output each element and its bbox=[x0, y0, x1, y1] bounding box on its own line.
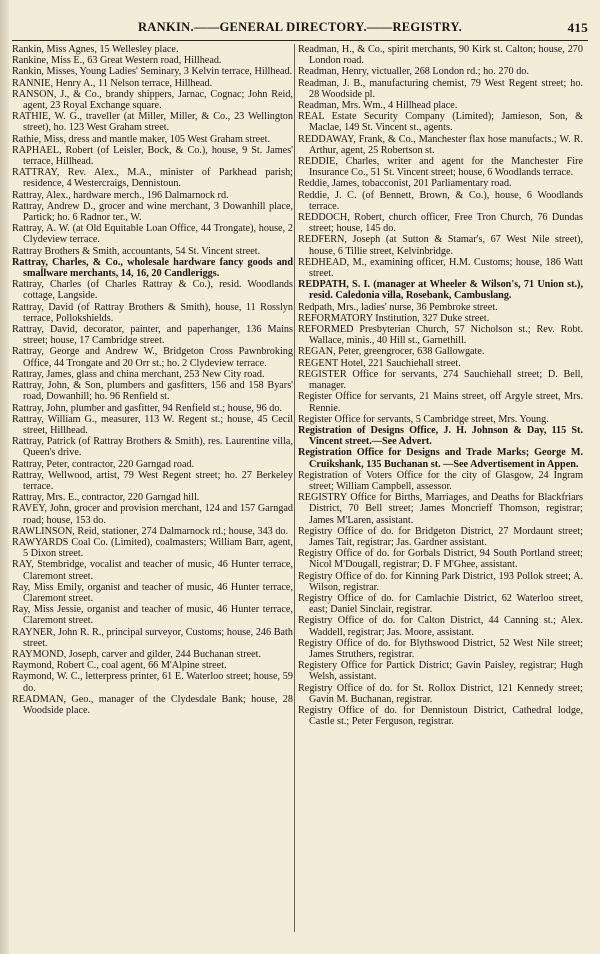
directory-entry: REDPATH, S. I. (manager at Wheeler & Wilson's, 71 Union st.), resid. Caledonia villa, Rosebank, Cambuslang. bbox=[298, 279, 583, 302]
page-header bbox=[12, 20, 588, 38]
directory-entry: Rattray, Wellwood, artist, 79 West Regent street; ho. 27 Berkeley terrace. bbox=[12, 469, 293, 492]
directory-entry: Readman, J. B., manufacturing chemist, 79 West Regent street; ho. 28 Woodside pl. bbox=[298, 77, 583, 100]
directory-entry: Rattray, John, & Son, plumbers and gasfitters, 156 and 158 Byars' road, Dowanhill; ho. 96 Renfield st. bbox=[12, 380, 293, 403]
directory-entry: Rathie, Miss, dress and mantle maker, 105 West Graham street. bbox=[12, 133, 271, 145]
directory-entry: REFORMED Presbyterian Church, 57 Nicholson st.; Rev. Robt. Wallace, minis., 40 Hill st., Garnethill. bbox=[298, 324, 583, 347]
directory-entry: REGENT Hotel, 221 Sauchiehall street. bbox=[298, 357, 461, 369]
directory-entry: REDDIE, Charles, writer and agent for the Manchester Fire Insurance Co., 51 St. Vincent street; house, 6 Woodlands terrace. bbox=[298, 156, 583, 179]
directory-entry: REDHEAD, M., examining officer, H.M. Customs; house, 186 Watt street. bbox=[298, 256, 583, 280]
directory-entry: Registry Office of do. for Blythswood District, 52 West Nile street; James Struthers, registrar. bbox=[298, 637, 583, 660]
directory-entry: Redpath, Mrs., ladies' nurse, 36 Pembroke street. bbox=[298, 301, 498, 313]
directory-entry: Rankin, Miss Agnes, 15 Wellesley place. bbox=[12, 44, 179, 55]
directory-entry: REGAN, Peter, greengrocer, 638 Gallowgate. bbox=[298, 346, 485, 358]
directory-entry: RAWYARDS Coal Co. (Limited), coalmasters; William Barr, agent, 5 Dixon street. bbox=[12, 536, 293, 560]
directory-entry: Registration of Designs Office, J. H. Johnson & Day, 115 St. Vincent street.—See Advert. bbox=[298, 424, 583, 448]
directory-entry: Rattray, John, plumber and gasfitter, 94 Renfield st.; house, 96 do. bbox=[12, 402, 282, 414]
directory-entry: Rattray Brothers & Smith, accountants, 54 St. Vincent street. bbox=[12, 245, 261, 257]
directory-entry: Rattray, Charles (of Charles Rattray & Co.), resid. Woodlands cottage, Langside. bbox=[12, 279, 293, 302]
directory-entry: Readman, Henry, victualler, 268 London rd.; ho. 270 do. bbox=[298, 66, 529, 78]
directory-entry: Rattray, Charles, & Co., wholesale hardware fancy goods and smallware merchants, 14, 16, 20 Candleriggs. bbox=[12, 256, 293, 280]
directory-entry: Reddie, James, tobacconist, 201 Parliamentary road. bbox=[298, 178, 512, 190]
directory-entry: Ray, Miss Emily, organist and teacher of music, 46 Hunter terrace, Claremont street. bbox=[12, 581, 293, 604]
left-column bbox=[12, 44, 293, 716]
directory-entry: Rattray, Patrick (of Rattray Brothers & Smith), res. Laurentine villa, Queen's drive. bbox=[12, 436, 293, 459]
directory-entry: Readman, H., & Co., spirit merchants, 90 Kirk st. Calton; house, 270 London road. bbox=[298, 44, 583, 67]
directory-entry: REDDOCH, Robert, church officer, Free Tron Church, 76 Dundas street; house, 145 do. bbox=[298, 212, 583, 235]
directory-entry: Rattray, James, glass and china merchant, 253 New City road. bbox=[12, 368, 265, 380]
directory-entry: REDDAWAY, Frank, & Co., Manchester flax hose manufacts.; W. R. Arthur, agent, 25 Robertson st. bbox=[298, 133, 583, 156]
directory-entry: Reddie, J. C. (of Bennett, Brown, & Co.), house, 6 Woodlands terrace. bbox=[298, 189, 583, 212]
directory-entry: Registration Office for Designs and Trade Marks; George M. Cruikshank, 135 Buchanan st. —See Advertisement in Appen. bbox=[298, 447, 583, 470]
directory-entry: Registry Office of do. for Bridgeton District, 27 Mordaunt street; James Tait, registrar; Jas. Gardner assistant. bbox=[298, 525, 583, 548]
directory-entry: Registry Office of do. for Gorbals District, 94 South Portland street; Nicol M'Dougall, registrar; D. F M'Ghee, assistant. bbox=[298, 548, 583, 571]
directory-entry: Rattray, William G., measurer, 113 W. Regent st.; house, 45 Cecil street, Hillhead. bbox=[12, 413, 293, 436]
directory-entry: RAPHAEL, Robert (of Leisler, Bock, & Co.), house, 9 St. James' terrace, Hillhead. bbox=[12, 144, 293, 168]
directory-entry: REDFERN, Joseph (at Sutton & Stamar's, 67 West Nile street), house, 6 Tillie street, Kelvinbridge. bbox=[298, 234, 583, 257]
directory-entry: RATTRAY, Rev. Alex., M.A., minister of Parkhead parish; residence, 4 Westercraigs, Dennistoun. bbox=[12, 167, 293, 190]
directory-entry: Rattray, A. W. (at Old Equitable Loan Office, 44 Trongate), house, 2 Clydeview terrace. bbox=[12, 223, 293, 246]
right-column bbox=[298, 44, 583, 727]
directory-entry: RATHIE, W. G., traveller (at Miller, Miller, & Co., 23 Wellington street), ho. 123 West Graham street. bbox=[12, 111, 293, 134]
directory-entry: RAVEY, John, grocer and provision merchant, 124 and 157 Garngad road; house, 153 do. bbox=[12, 503, 293, 526]
directory-entry: RAY, Stembridge, vocalist and teacher of music, 46 Hunter terrace, Claremont street. bbox=[12, 559, 293, 582]
directory-entry: Registery Office for Partick District; Gavin Paisley, registrar; Hugh Welsh, assistant. bbox=[298, 660, 583, 683]
directory-entry: RAWLINSON, Reid, stationer, 274 Dalmarnock rd.; house, 343 do. bbox=[12, 525, 289, 537]
directory-entry: Register Office for servants, 5 Cambridge street, Mrs. Young. bbox=[298, 413, 549, 425]
directory-entry: Raymond, W. C., letterpress printer, 61 E. Waterloo street; house, 59 do. bbox=[12, 671, 293, 694]
directory-entry: Registry Office of do. for Camlachie District, 62 Waterloo street, east; Daniel Sinclair, registrar. bbox=[298, 592, 583, 616]
directory-entry: Register Office for servants, 21 Mains street, off Argyle street, Mrs. Rennie. bbox=[298, 391, 583, 414]
directory-entry: Ray, Miss Jessie, organist and teacher of music, 46 Hunter terrace, Claremont street. bbox=[12, 604, 293, 627]
directory-entry: REFORMATORY Institution, 327 Duke street. bbox=[298, 312, 490, 324]
running-title: RANKIN.——GENERAL DIRECTORY.——REGISTRY. bbox=[137, 20, 462, 34]
directory-entry: Registry Office of do. for Dennistoun District, Cathedral lodge, Castle st.; Peter Ferguson, registrar. bbox=[298, 704, 583, 728]
directory-entry: Rattray, Andrew D., grocer and wine merchant, 3 Dowanhill place, Partick; ho. 6 Radnor ter., W. bbox=[12, 200, 293, 224]
directory-entry: REGISTRY Office for Births, Marriages, and Deaths for Blackfriars District, 70 Bell street; James Moncrieff Thomson, registrar; James M'Laren, assistant. bbox=[298, 492, 583, 526]
page-number: 415 bbox=[567, 20, 588, 35]
directory-entry: RAYNER, John R. R., principal surveyor, Customs; house, 246 Bath street. bbox=[12, 626, 293, 649]
directory-entry: Raymond, Robert C., coal agent, 66 M'Alpine street. bbox=[12, 660, 227, 672]
directory-entry: REAL Estate Security Company (Limited); Jamieson, Son, & Maclae, 149 St. Vincent st., agents. bbox=[298, 111, 583, 134]
directory-entry: Rattray, Mrs. E., contractor, 220 Garngad hill. bbox=[12, 492, 200, 504]
directory-entry: RANNIE, Henry A., 11 Nelson terrace, Hillhead. bbox=[12, 77, 213, 89]
header-rule bbox=[12, 40, 588, 41]
directory-entry: Readman, Mrs. Wm., 4 Hillhead place. bbox=[298, 100, 458, 112]
directory-entry: Rattray, George and Andrew W., Bridgeton Cross Pawnbroking Office, 44 Trongate and 20 Orr st.; ho. 2 Clydeview terrace. bbox=[12, 346, 293, 369]
directory-entry: REGISTER Office for servants, 274 Sauchiehall street; D. Bell, manager. bbox=[298, 368, 583, 392]
directory-entry: Rattray, David (of Rattray Brothers & Smith), house, 11 Rosslyn terrace, Pollokshields. bbox=[12, 301, 293, 324]
column-divider bbox=[294, 44, 295, 932]
directory-entry: Rattray, Alex., hardware merch., 196 Dalmarnock rd. bbox=[12, 189, 229, 201]
directory-entry: RANSON, J., & Co., brandy shippers, Jarnac, Cognac; John Reid, agent, 23 Royal Exchange square. bbox=[12, 88, 293, 112]
directory-entry: Registry Office of do. for St. Rollox District, 121 Kennedy street; Gavin M. Buchanan, registrar. bbox=[298, 682, 583, 705]
directory-entry: Registration of Voters Office for the city of Glasgow, 24 Ingram street; William Campbell, assessor. bbox=[298, 469, 583, 492]
directory-entry: Rattray, Peter, contractor, 220 Garngad road. bbox=[12, 458, 195, 470]
directory-entry: Rankin, Misses, Young Ladies' Seminary, 3 Kelvin terrace, Hillhead. bbox=[12, 66, 293, 78]
page-spine bbox=[0, 0, 9, 954]
directory-entry: Rankine, Miss E., 63 Great Western road, Hillhead. bbox=[12, 55, 222, 67]
directory-entry: RAYMOND, Joseph, carver and gilder, 244 Buchanan street. bbox=[12, 648, 262, 660]
directory-entry: Registry Office of do. for Kinning Park District, 193 Pollok street; A. Wilson, registrar. bbox=[298, 570, 583, 593]
directory-entry: Rattray, David, decorator, painter, and paperhanger, 136 Mains street; house, 17 Cambridge street. bbox=[12, 324, 293, 347]
directory-entry: READMAN, Geo., manager of the Clydesdale Bank; house, 28 Woodside place. bbox=[12, 693, 293, 716]
directory-entry: Registry Office of do. for Calton District, 44 Canning st.; Alex. Waddell, registrar; Jas. Moore, assistant. bbox=[298, 615, 583, 638]
